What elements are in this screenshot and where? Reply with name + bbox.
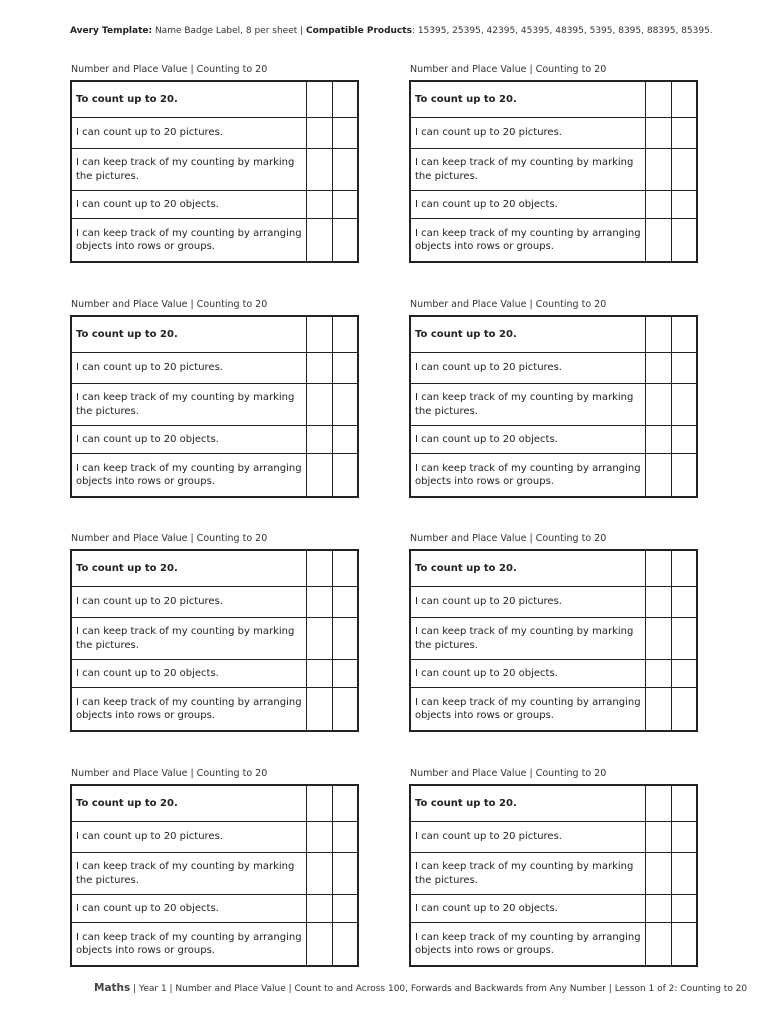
check-box-1[interactable]	[646, 923, 672, 965]
check-box-1[interactable]	[646, 786, 672, 822]
checklist-item: I can keep track of my counting by marking the pictures.	[411, 384, 646, 426]
checklist-item: I can count up to 20 objects.	[411, 660, 646, 688]
footer-subject: Maths	[94, 982, 131, 994]
checklist-table	[409, 549, 698, 732]
name-badge-label	[70, 768, 359, 967]
objective-heading: To count up to 20.	[411, 317, 646, 353]
check-box-2[interactable]	[333, 82, 357, 118]
check-box-1[interactable]	[646, 853, 672, 895]
check-box-1[interactable]	[307, 660, 333, 688]
check-box-2[interactable]	[672, 853, 696, 895]
compatible-products-text: : 15395, 25395, 42395, 45395, 48395, 5395, 8395, 88395, 85395.	[411, 26, 713, 36]
objective-heading: To count up to 20.	[72, 317, 307, 353]
checklist-item: I can keep track of my counting by marking the pictures.	[411, 853, 646, 895]
check-box-2[interactable]	[672, 191, 696, 219]
check-box-1[interactable]	[646, 219, 672, 261]
avery-template-label: Avery Template:	[70, 26, 153, 36]
checklist-table	[409, 315, 698, 498]
objective-heading: To count up to 20.	[72, 551, 307, 587]
check-box-1[interactable]	[646, 660, 672, 688]
checklist-item: I can keep track of my counting by arranging objects into rows or groups.	[411, 219, 646, 261]
check-box-1[interactable]	[646, 384, 672, 426]
check-box-2[interactable]	[333, 786, 357, 822]
footer-text: | Year 1 | Number and Place Value | Count to and Across 100, Forwards and Backwards from Any Number | Lesson 1 of 2: Counting to 20	[130, 984, 748, 994]
avery-template-header	[70, 26, 713, 36]
check-box-2[interactable]	[333, 191, 357, 219]
name-badge-label	[409, 299, 698, 498]
check-box-2[interactable]	[672, 317, 696, 353]
check-box-2[interactable]	[333, 618, 357, 660]
check-box-1[interactable]	[307, 426, 333, 454]
checklist-table	[70, 784, 359, 967]
check-box-2[interactable]	[333, 219, 357, 261]
checklist-table	[70, 315, 359, 498]
check-box-1[interactable]	[646, 551, 672, 587]
check-box-1[interactable]	[307, 149, 333, 191]
checklist-item: I can keep track of my counting by marking the pictures.	[411, 149, 646, 191]
objective-heading: To count up to 20.	[411, 82, 646, 118]
check-box-1[interactable]	[307, 853, 333, 895]
check-box-1[interactable]	[307, 317, 333, 353]
check-box-1[interactable]	[646, 426, 672, 454]
checklist-item: I can count up to 20 pictures.	[72, 587, 307, 618]
check-box-1[interactable]	[307, 191, 333, 219]
checklist-item: I can count up to 20 objects.	[411, 426, 646, 454]
name-badge-label	[70, 64, 359, 263]
check-box-1[interactable]	[646, 191, 672, 219]
checklist-item: I can keep track of my counting by arranging objects into rows or groups.	[72, 688, 307, 730]
checklist-item: I can count up to 20 objects.	[72, 426, 307, 454]
check-box-2[interactable]	[672, 149, 696, 191]
checklist-item: I can keep track of my counting by arranging objects into rows or groups.	[411, 923, 646, 965]
label-title: Number and Place Value | Counting to 20	[71, 64, 268, 75]
check-box-2[interactable]	[672, 384, 696, 426]
check-box-2[interactable]	[672, 426, 696, 454]
check-box-2[interactable]	[333, 149, 357, 191]
check-box-1[interactable]	[307, 688, 333, 730]
name-badge-label	[409, 768, 698, 967]
check-box-2[interactable]	[333, 822, 357, 853]
checklist-table	[70, 549, 359, 732]
check-box-2[interactable]	[672, 895, 696, 923]
checklist-item: I can keep track of my counting by marking the pictures.	[72, 384, 307, 426]
checklist-table	[409, 80, 698, 263]
check-box-2[interactable]	[672, 587, 696, 618]
check-box-1[interactable]	[646, 118, 672, 149]
checklist-table	[409, 784, 698, 967]
checklist-item: I can count up to 20 objects.	[411, 191, 646, 219]
name-badge-label	[409, 533, 698, 732]
check-box-1[interactable]	[646, 822, 672, 853]
checklist-item: I can keep track of my counting by marking the pictures.	[72, 149, 307, 191]
checklist-item: I can keep track of my counting by arranging objects into rows or groups.	[411, 454, 646, 496]
check-box-2[interactable]	[333, 118, 357, 149]
checklist-item: I can keep track of my counting by arranging objects into rows or groups.	[411, 688, 646, 730]
label-title: Number and Place Value | Counting to 20	[410, 768, 607, 779]
compatible-products-label: Compatible Products	[306, 26, 412, 36]
checklist-item: I can count up to 20 pictures.	[411, 118, 646, 149]
label-title: Number and Place Value | Counting to 20	[71, 299, 268, 310]
check-box-2[interactable]	[333, 317, 357, 353]
objective-heading: To count up to 20.	[411, 551, 646, 587]
check-box-1[interactable]	[307, 822, 333, 853]
check-box-1[interactable]	[307, 353, 333, 384]
label-title: Number and Place Value | Counting to 20	[410, 533, 607, 544]
check-box-1[interactable]	[307, 551, 333, 587]
check-box-1[interactable]	[646, 454, 672, 496]
check-box-1[interactable]	[646, 618, 672, 660]
checklist-item: I can count up to 20 pictures.	[411, 353, 646, 384]
label-title: Number and Place Value | Counting to 20	[410, 299, 607, 310]
check-box-1[interactable]	[307, 618, 333, 660]
check-box-1[interactable]	[307, 384, 333, 426]
check-box-2[interactable]	[333, 426, 357, 454]
check-box-2[interactable]	[333, 454, 357, 496]
checklist-item: I can keep track of my counting by marking the pictures.	[72, 618, 307, 660]
check-box-2[interactable]	[672, 454, 696, 496]
check-box-2[interactable]	[672, 923, 696, 965]
checklist-item: I can keep track of my counting by marking the pictures.	[72, 853, 307, 895]
check-box-2[interactable]	[672, 786, 696, 822]
check-box-1[interactable]	[646, 317, 672, 353]
objective-heading: To count up to 20.	[411, 786, 646, 822]
check-box-1[interactable]	[307, 454, 333, 496]
label-title: Number and Place Value | Counting to 20	[71, 533, 268, 544]
checklist-item: I can keep track of my counting by arranging objects into rows or groups.	[72, 923, 307, 965]
checklist-item: I can keep track of my counting by arranging objects into rows or groups.	[72, 454, 307, 496]
check-box-2[interactable]	[672, 353, 696, 384]
checklist-item: I can count up to 20 pictures.	[72, 118, 307, 149]
check-box-2[interactable]	[333, 551, 357, 587]
checklist-item: I can count up to 20 pictures.	[72, 822, 307, 853]
check-box-1[interactable]	[646, 82, 672, 118]
check-box-2[interactable]	[672, 618, 696, 660]
checklist-item: I can count up to 20 pictures.	[411, 587, 646, 618]
checklist-item: I can count up to 20 objects.	[72, 895, 307, 923]
check-box-2[interactable]	[333, 853, 357, 895]
name-badge-label	[409, 64, 698, 263]
check-box-2[interactable]	[333, 587, 357, 618]
check-box-2[interactable]	[333, 688, 357, 730]
checklist-item: I can count up to 20 pictures.	[72, 353, 307, 384]
check-box-1[interactable]	[646, 688, 672, 730]
check-box-2[interactable]	[333, 353, 357, 384]
checklist-item: I can count up to 20 objects.	[411, 895, 646, 923]
avery-template-text: Name Badge Label, 8 per sheet |	[152, 26, 307, 36]
check-box-2[interactable]	[672, 822, 696, 853]
checklist-item: I can count up to 20 objects.	[72, 660, 307, 688]
check-box-2[interactable]	[333, 895, 357, 923]
name-badge-label	[70, 299, 359, 498]
page-footer	[94, 982, 748, 994]
check-box-1[interactable]	[307, 82, 333, 118]
objective-heading: To count up to 20.	[72, 82, 307, 118]
objective-heading: To count up to 20.	[72, 786, 307, 822]
checklist-item: I can count up to 20 objects.	[72, 191, 307, 219]
check-box-1[interactable]	[307, 118, 333, 149]
check-box-1[interactable]	[307, 786, 333, 822]
checklist-item: I can count up to 20 pictures.	[411, 822, 646, 853]
check-box-1[interactable]	[307, 923, 333, 965]
checklist-table	[70, 80, 359, 263]
label-title: Number and Place Value | Counting to 20	[410, 64, 607, 75]
check-box-2[interactable]	[672, 551, 696, 587]
check-box-1[interactable]	[646, 149, 672, 191]
check-box-2[interactable]	[672, 118, 696, 149]
label-title: Number and Place Value | Counting to 20	[71, 768, 268, 779]
check-box-1[interactable]	[646, 353, 672, 384]
check-box-1[interactable]	[307, 219, 333, 261]
check-box-2[interactable]	[672, 660, 696, 688]
checklist-item: I can keep track of my counting by marking the pictures.	[411, 618, 646, 660]
check-box-2[interactable]	[672, 82, 696, 118]
name-badge-label	[70, 533, 359, 732]
check-box-2[interactable]	[333, 660, 357, 688]
check-box-2[interactable]	[672, 688, 696, 730]
check-box-2[interactable]	[333, 923, 357, 965]
check-box-2[interactable]	[672, 219, 696, 261]
check-box-1[interactable]	[646, 895, 672, 923]
check-box-2[interactable]	[333, 384, 357, 426]
check-box-1[interactable]	[307, 895, 333, 923]
checklist-item: I can keep track of my counting by arranging objects into rows or groups.	[72, 219, 307, 261]
check-box-1[interactable]	[646, 587, 672, 618]
check-box-1[interactable]	[307, 587, 333, 618]
